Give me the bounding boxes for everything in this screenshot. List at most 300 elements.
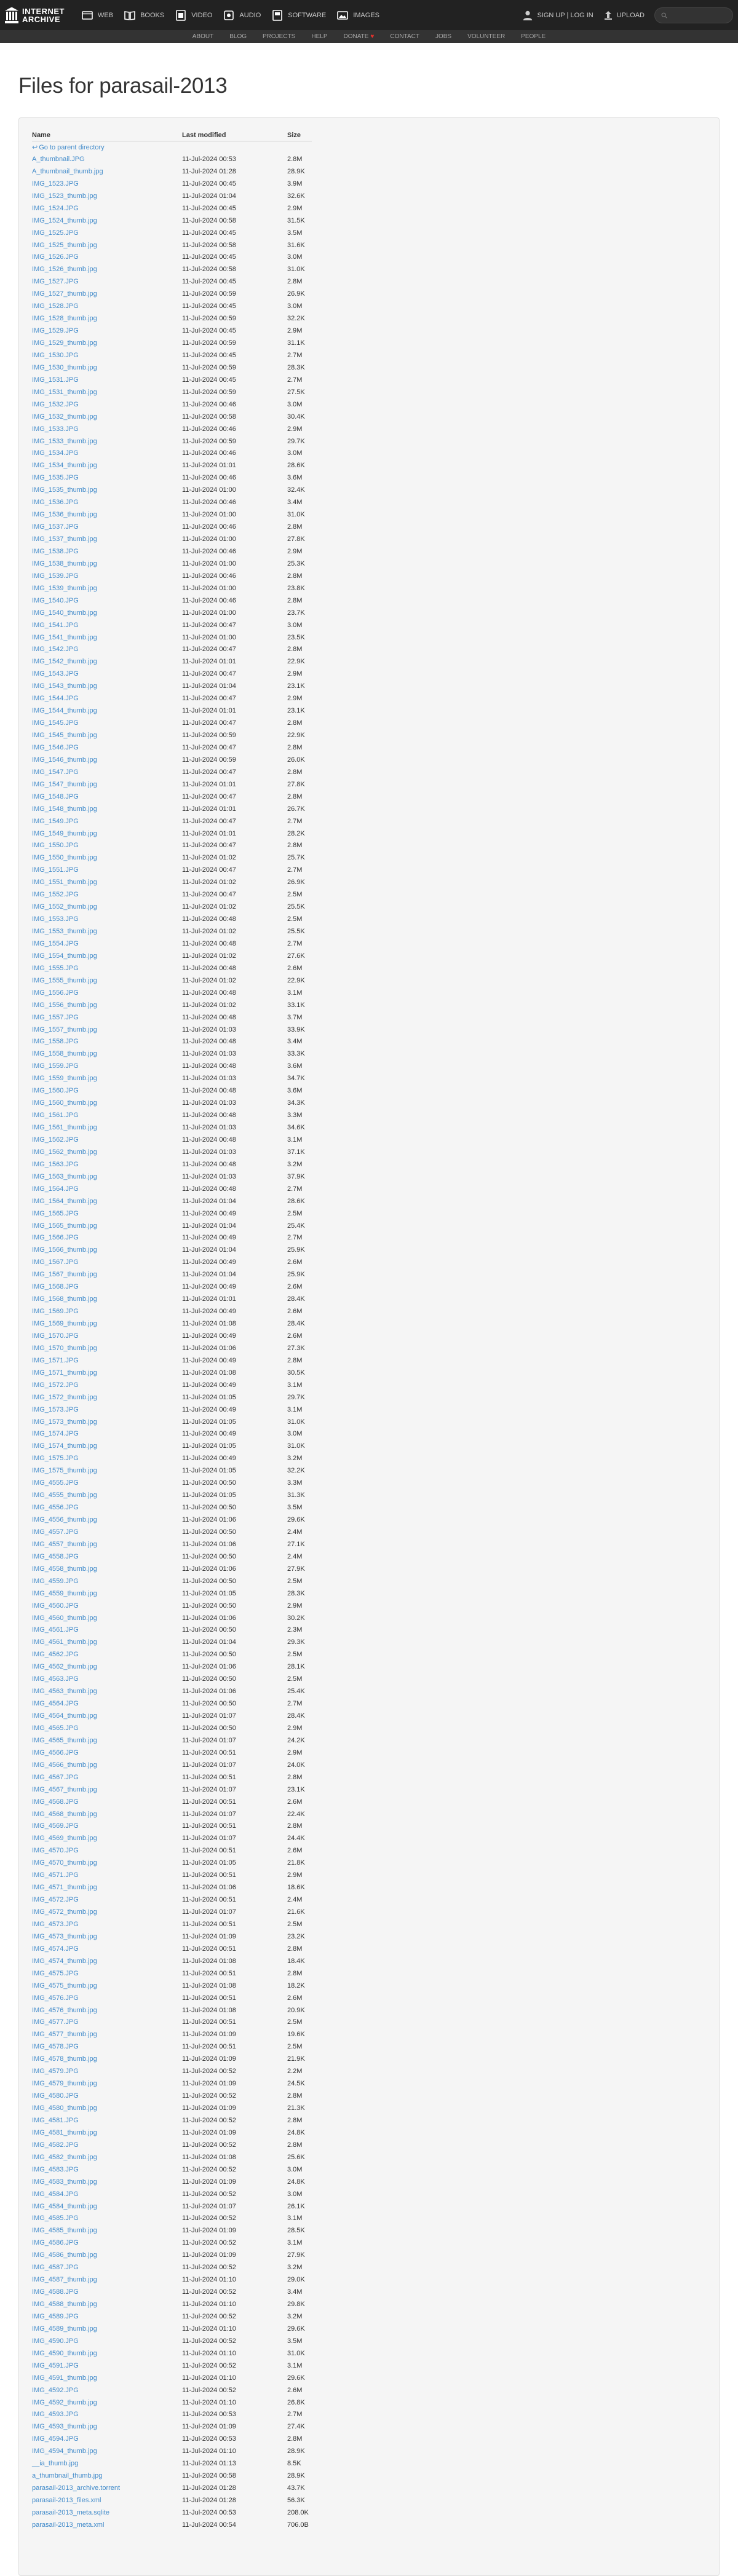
- table-row: [32, 1367, 312, 1379]
- software-icon: [271, 9, 284, 22]
- file-last-modified: 11-Jul-2024 01:05: [182, 1418, 236, 1426]
- file-name-link[interactable]: IMG_4580.JPG: [32, 2092, 79, 2100]
- file-name-link[interactable]: IMG_4590_thumb.jpg: [32, 2349, 97, 2357]
- file-name-link[interactable]: IMG_1568_thumb.jpg: [32, 1295, 97, 1303]
- file-name-link[interactable]: IMG_1575_thumb.jpg: [32, 1467, 97, 1475]
- file-name-link[interactable]: IMG_4566_thumb.jpg: [32, 1761, 97, 1769]
- file-name-link[interactable]: IMG_4556_thumb.jpg: [32, 1516, 97, 1524]
- file-name-link[interactable]: IMG_4561.JPG: [32, 1626, 79, 1634]
- nav-web[interactable]: [81, 9, 113, 22]
- file-name-link[interactable]: IMG_1532_thumb.jpg: [32, 413, 97, 421]
- file-name-link[interactable]: IMG_4563_thumb.jpg: [32, 1688, 97, 1696]
- table-row: [32, 1244, 312, 1256]
- file-name-link[interactable]: IMG_4569_thumb.jpg: [32, 1835, 97, 1843]
- file-name-link[interactable]: IMG_4584.JPG: [32, 2190, 79, 2198]
- file-name-link[interactable]: IMG_1556.JPG: [32, 989, 79, 997]
- file-name-link[interactable]: IMG_4574_thumb.jpg: [32, 1957, 97, 1965]
- file-size: 2.4M: [287, 1552, 303, 1560]
- file-name-link[interactable]: IMG_4576.JPG: [32, 1994, 79, 2002]
- file-name-link[interactable]: IMG_1526_thumb.jpg: [32, 266, 97, 274]
- file-name-link[interactable]: IMG_1535.JPG: [32, 474, 79, 482]
- file-name-link[interactable]: IMG_1564.JPG: [32, 1185, 79, 1193]
- table-row: [32, 828, 312, 840]
- file-last-modified: 11-Jul-2024 01:09: [182, 2251, 236, 2259]
- file-last-modified: 11-Jul-2024 01:04: [182, 1197, 236, 1205]
- subnav-contact[interactable]: CONTACT: [390, 33, 419, 40]
- file-last-modified: 11-Jul-2024 01:04: [182, 1638, 236, 1646]
- file-name-link[interactable]: IMG_1547.JPG: [32, 768, 79, 776]
- file-name-link[interactable]: IMG_1559_thumb.jpg: [32, 1075, 97, 1083]
- file-name-link[interactable]: IMG_4591_thumb.jpg: [32, 2374, 97, 2382]
- subnav-people[interactable]: PEOPLE: [521, 33, 546, 40]
- file-name-link[interactable]: IMG_4583.JPG: [32, 2165, 79, 2173]
- file-name-link[interactable]: IMG_4573_thumb.jpg: [32, 1932, 97, 1940]
- table-header-row: [32, 130, 312, 141]
- file-name-link[interactable]: IMG_4580_thumb.jpg: [32, 2104, 97, 2112]
- file-name-link[interactable]: IMG_4573.JPG: [32, 1920, 79, 1928]
- file-name-link[interactable]: IMG_4572_thumb.jpg: [32, 1908, 97, 1916]
- nav-video[interactable]: [174, 9, 212, 22]
- file-name-link[interactable]: IMG_4570.JPG: [32, 1847, 79, 1855]
- file-name-link[interactable]: parasail-2013_meta.sqlite: [32, 2508, 109, 2516]
- file-name-link[interactable]: IMG_1562_thumb.jpg: [32, 1148, 97, 1156]
- file-last-modified: 11-Jul-2024 01:13: [182, 2460, 236, 2468]
- file-name-link[interactable]: IMG_1558_thumb.jpg: [32, 1050, 97, 1058]
- file-last-modified: 11-Jul-2024 01:00: [182, 511, 236, 519]
- file-size: 3.0M: [287, 621, 303, 629]
- upload-button[interactable]: [603, 10, 645, 20]
- subnav-projects[interactable]: PROJECTS: [263, 33, 296, 40]
- file-name-link[interactable]: IMG_1572_thumb.jpg: [32, 1393, 97, 1401]
- file-name-link[interactable]: IMG_1531.JPG: [32, 376, 79, 384]
- table-row: [32, 1808, 312, 1820]
- file-name-link[interactable]: IMG_1563_thumb.jpg: [32, 1172, 97, 1180]
- file-last-modified: 11-Jul-2024 01:10: [182, 2301, 236, 2309]
- file-name-link[interactable]: IMG_4594.JPG: [32, 2435, 79, 2443]
- file-name-link[interactable]: IMG_1568.JPG: [32, 1283, 79, 1291]
- file-name-link[interactable]: IMG_1549.JPG: [32, 817, 79, 825]
- nav-images[interactable]: [336, 9, 379, 22]
- file-name-link[interactable]: IMG_4589_thumb.jpg: [32, 2325, 97, 2333]
- file-name-link[interactable]: IMG_4574.JPG: [32, 1945, 79, 1953]
- file-name-link[interactable]: IMG_1532.JPG: [32, 400, 79, 408]
- file-name-link[interactable]: IMG_1545_thumb.jpg: [32, 732, 97, 740]
- file-name-link[interactable]: IMG_1533.JPG: [32, 425, 79, 433]
- file-name-link[interactable]: IMG_4555.JPG: [32, 1479, 79, 1487]
- file-name-link[interactable]: IMG_1562.JPG: [32, 1136, 79, 1144]
- file-name-link[interactable]: IMG_1566_thumb.jpg: [32, 1246, 97, 1254]
- file-name-link[interactable]: IMG_1538_thumb.jpg: [32, 559, 97, 567]
- file-size: 2.8M: [287, 1945, 303, 1953]
- file-last-modified: 11-Jul-2024 00:49: [182, 1405, 236, 1413]
- file-name-link[interactable]: IMG_1538.JPG: [32, 547, 79, 555]
- table-row: [32, 1844, 312, 1857]
- file-last-modified: 11-Jul-2024 00:59: [182, 290, 236, 298]
- file-name-link[interactable]: IMG_4572.JPG: [32, 1896, 79, 1904]
- file-name-link[interactable]: IMG_4594_thumb.jpg: [32, 2448, 97, 2455]
- table-row: [32, 717, 312, 729]
- table-row: [32, 398, 312, 411]
- file-last-modified: 11-Jul-2024 01:28: [182, 167, 236, 175]
- file-name-link[interactable]: IMG_4562_thumb.jpg: [32, 1663, 97, 1671]
- file-name-link[interactable]: IMG_4571.JPG: [32, 1871, 79, 1879]
- file-name-link[interactable]: IMG_4589.JPG: [32, 2312, 79, 2320]
- file-name-link[interactable]: IMG_1552.JPG: [32, 891, 79, 899]
- table-row: [32, 2298, 312, 2310]
- file-name-link[interactable]: IMG_1534.JPG: [32, 449, 79, 457]
- file-name-link[interactable]: IMG_1563.JPG: [32, 1160, 79, 1168]
- file-name-link[interactable]: IMG_4559_thumb.jpg: [32, 1589, 97, 1597]
- file-name-link[interactable]: IMG_1525.JPG: [32, 229, 79, 237]
- file-name-link[interactable]: IMG_4558.JPG: [32, 1552, 79, 1560]
- file-name-link[interactable]: IMG_4569.JPG: [32, 1822, 79, 1830]
- file-last-modified: 11-Jul-2024 00:48: [182, 1185, 236, 1193]
- file-name-link[interactable]: IMG_4564.JPG: [32, 1700, 79, 1708]
- file-name-link[interactable]: IMG_1527_thumb.jpg: [32, 290, 97, 298]
- file-name-link[interactable]: IMG_1550_thumb.jpg: [32, 854, 97, 862]
- file-name-link[interactable]: IMG_1547_thumb.jpg: [32, 780, 97, 788]
- file-name-link[interactable]: IMG_1541_thumb.jpg: [32, 633, 97, 641]
- table-row: [32, 349, 312, 362]
- file-name-link[interactable]: IMG_1573_thumb.jpg: [32, 1418, 97, 1426]
- file-last-modified: 11-Jul-2024 00:49: [182, 1381, 236, 1389]
- file-name-link[interactable]: IMG_1564_thumb.jpg: [32, 1197, 97, 1205]
- subnav-blog[interactable]: BLOG: [229, 33, 247, 40]
- file-name-link[interactable]: IMG_4582_thumb.jpg: [32, 2153, 97, 2161]
- file-size: 3.3M: [287, 1479, 303, 1487]
- file-name-link[interactable]: IMG_1539_thumb.jpg: [32, 584, 97, 592]
- file-name-link[interactable]: IMG_1566.JPG: [32, 1234, 79, 1242]
- file-last-modified: 11-Jul-2024 01:06: [182, 1565, 236, 1573]
- file-name-link[interactable]: IMG_4579_thumb.jpg: [32, 2080, 97, 2088]
- table-row: [32, 1342, 312, 1354]
- file-size: 2.8M: [287, 155, 303, 163]
- file-name-link[interactable]: IMG_4578_thumb.jpg: [32, 2055, 97, 2063]
- file-name-link[interactable]: IMG_1554.JPG: [32, 939, 79, 947]
- file-name-link[interactable]: IMG_1551.JPG: [32, 866, 79, 874]
- file-name-link[interactable]: parasail-2013_archive.torrent: [32, 2484, 121, 2492]
- file-name-link[interactable]: IMG_1554_thumb.jpg: [32, 952, 97, 960]
- file-name-link[interactable]: IMG_1525_thumb.jpg: [32, 241, 97, 249]
- file-name-link[interactable]: IMG_1546_thumb.jpg: [32, 756, 97, 764]
- table-row: [32, 1109, 312, 1121]
- file-name-link[interactable]: IMG_1529.JPG: [32, 327, 79, 335]
- file-size: 2.5M: [287, 1920, 303, 1928]
- file-name-link[interactable]: IMG_1550.JPG: [32, 842, 79, 850]
- file-name-link[interactable]: IMG_4582.JPG: [32, 2141, 79, 2149]
- search-input[interactable]: [654, 7, 733, 23]
- file-name-link[interactable]: IMG_1571.JPG: [32, 1356, 79, 1364]
- file-name-link[interactable]: IMG_4592.JPG: [32, 2386, 79, 2394]
- file-name-link[interactable]: IMG_4590.JPG: [32, 2337, 79, 2345]
- file-name-link[interactable]: IMG_4593_thumb.jpg: [32, 2423, 97, 2431]
- file-name-link[interactable]: IMG_1535_thumb.jpg: [32, 486, 97, 494]
- file-size: 31.0K: [287, 1418, 305, 1426]
- file-name-link[interactable]: IMG_4558_thumb.jpg: [32, 1565, 97, 1573]
- file-name-link[interactable]: IMG_4555_thumb.jpg: [32, 1491, 97, 1499]
- file-name-link[interactable]: IMG_1524_thumb.jpg: [32, 216, 97, 224]
- file-name-link[interactable]: IMG_4593.JPG: [32, 2411, 79, 2419]
- table-row: [32, 1036, 312, 1048]
- file-name-link[interactable]: IMG_1536.JPG: [32, 499, 79, 507]
- file-last-modified: 11-Jul-2024 00:47: [182, 842, 236, 850]
- top-navigation-bar: [0, 0, 738, 30]
- subnav-volunteer[interactable]: VOLUNTEER: [467, 33, 506, 40]
- file-name-link[interactable]: IMG_1569.JPG: [32, 1308, 79, 1316]
- file-name-link[interactable]: IMG_4557_thumb.jpg: [32, 1540, 97, 1548]
- file-name-link[interactable]: IMG_4571_thumb.jpg: [32, 1884, 97, 1892]
- table-row: [32, 1697, 312, 1710]
- file-name-link[interactable]: IMG_1572.JPG: [32, 1381, 79, 1389]
- table-row: [32, 803, 312, 815]
- signup-login-link[interactable]: SIGN UP | LOG IN: [537, 11, 593, 19]
- file-name-link[interactable]: IMG_1546.JPG: [32, 743, 79, 751]
- file-name-link[interactable]: IMG_1548_thumb.jpg: [32, 805, 97, 813]
- file-name-link[interactable]: IMG_1559.JPG: [32, 1062, 79, 1070]
- file-last-modified: 11-Jul-2024 00:51: [182, 1847, 236, 1855]
- table-row: [32, 362, 312, 374]
- file-size: 2.5M: [287, 1209, 303, 1217]
- subnav-about[interactable]: ABOUT: [192, 33, 214, 40]
- file-name-link[interactable]: IMG_1528_thumb.jpg: [32, 315, 97, 323]
- file-last-modified: 11-Jul-2024 00:46: [182, 449, 236, 457]
- file-name-link[interactable]: IMG_4577_thumb.jpg: [32, 2031, 97, 2039]
- file-name-link[interactable]: IMG_4585.JPG: [32, 2214, 79, 2222]
- table-row: [32, 1869, 312, 1881]
- file-name-link[interactable]: IMG_1569_thumb.jpg: [32, 1320, 97, 1328]
- file-name-link[interactable]: IMG_4588.JPG: [32, 2288, 79, 2296]
- file-name-link[interactable]: IMG_4568_thumb.jpg: [32, 1810, 97, 1818]
- file-size: 2.5M: [287, 2018, 303, 2026]
- file-name-link[interactable]: IMG_4591.JPG: [32, 2361, 79, 2369]
- file-name-link[interactable]: IMG_1529_thumb.jpg: [32, 339, 97, 347]
- file-name-link[interactable]: IMG_1526.JPG: [32, 253, 79, 261]
- file-name-link[interactable]: IMG_1551_thumb.jpg: [32, 879, 97, 887]
- file-name-link[interactable]: IMG_1565.JPG: [32, 1209, 79, 1217]
- table-row: [32, 300, 312, 312]
- file-last-modified: 11-Jul-2024 00:48: [182, 1062, 236, 1070]
- file-name-link[interactable]: IMG_1561.JPG: [32, 1112, 79, 1120]
- file-name-link[interactable]: IMG_1540.JPG: [32, 596, 79, 604]
- table-row: [32, 2507, 312, 2519]
- file-name-link[interactable]: __ia_thumb.jpg: [32, 2460, 79, 2468]
- file-name-link[interactable]: IMG_4577.JPG: [32, 2018, 79, 2026]
- file-last-modified: 11-Jul-2024 00:52: [182, 2116, 236, 2124]
- file-name-link[interactable]: IMG_1544.JPG: [32, 695, 79, 703]
- file-last-modified: 11-Jul-2024 01:10: [182, 2398, 236, 2406]
- file-size: 21.6K: [287, 1908, 305, 1916]
- file-name-link[interactable]: IMG_1570_thumb.jpg: [32, 1344, 97, 1352]
- internet-archive-logo[interactable]: [5, 7, 65, 23]
- file-name-link[interactable]: IMG_4583_thumb.jpg: [32, 2178, 97, 2186]
- nav-software[interactable]: [271, 9, 326, 22]
- file-name-link[interactable]: IMG_1567.JPG: [32, 1258, 79, 1266]
- file-size: 29.8K: [287, 2301, 305, 2309]
- return-arrow-icon: ↩: [32, 143, 38, 151]
- nav-audio[interactable]: [222, 9, 261, 22]
- file-size: 31.5K: [287, 216, 305, 224]
- file-name-link[interactable]: IMG_1539.JPG: [32, 572, 79, 580]
- file-name-link[interactable]: IMG_4587.JPG: [32, 2264, 79, 2272]
- file-name-link[interactable]: IMG_1565_thumb.jpg: [32, 1222, 97, 1230]
- file-last-modified: 11-Jul-2024 01:03: [182, 1025, 236, 1033]
- file-last-modified: 11-Jul-2024 00:47: [182, 891, 236, 899]
- file-name-link[interactable]: IMG_4585_thumb.jpg: [32, 2227, 97, 2235]
- file-name-link[interactable]: IMG_4581_thumb.jpg: [32, 2128, 97, 2136]
- file-name-link[interactable]: IMG_1543.JPG: [32, 670, 79, 678]
- file-name-link[interactable]: IMG_4579.JPG: [32, 2068, 79, 2076]
- file-name-link[interactable]: IMG_1530.JPG: [32, 351, 79, 359]
- parent-directory-row: [32, 141, 312, 153]
- file-name-link[interactable]: IMG_4557.JPG: [32, 1528, 79, 1536]
- file-name-link[interactable]: IMG_1543_thumb.jpg: [32, 682, 97, 690]
- file-name-link[interactable]: IMG_1524.JPG: [32, 204, 79, 212]
- file-name-link[interactable]: IMG_4563.JPG: [32, 1675, 79, 1683]
- file-name-link[interactable]: IMG_1545.JPG: [32, 719, 79, 727]
- subnav-help[interactable]: HELP: [311, 33, 328, 40]
- file-name-link[interactable]: IMG_1534_thumb.jpg: [32, 462, 97, 470]
- file-name-link[interactable]: parasail-2013_meta.xml: [32, 2521, 105, 2529]
- file-name-link[interactable]: IMG_1567_thumb.jpg: [32, 1271, 97, 1279]
- file-name-link[interactable]: IMG_4560_thumb.jpg: [32, 1614, 97, 1622]
- file-name-link[interactable]: IMG_1555.JPG: [32, 964, 79, 972]
- subnav-jobs[interactable]: JOBS: [435, 33, 452, 40]
- file-size: 26.9K: [287, 879, 305, 887]
- file-name-link[interactable]: IMG_1536_thumb.jpg: [32, 511, 97, 519]
- file-name-link[interactable]: IMG_4556.JPG: [32, 1504, 79, 1512]
- file-last-modified: 11-Jul-2024 00:46: [182, 499, 236, 507]
- file-name-link[interactable]: IMG_4575.JPG: [32, 1969, 79, 1977]
- table-row: [32, 2274, 312, 2286]
- file-name-link[interactable]: IMG_1531_thumb.jpg: [32, 388, 97, 396]
- file-name-link[interactable]: IMG_4576_thumb.jpg: [32, 2006, 97, 2014]
- file-name-link[interactable]: IMG_4586_thumb.jpg: [32, 2251, 97, 2259]
- file-name-link[interactable]: IMG_4570_thumb.jpg: [32, 1859, 97, 1867]
- file-name-link[interactable]: IMG_4584_thumb.jpg: [32, 2202, 97, 2210]
- file-name-link[interactable]: a_thumbnail_thumb.jpg: [32, 2472, 103, 2480]
- file-name-link[interactable]: IMG_4587_thumb.jpg: [32, 2276, 97, 2284]
- file-name-link[interactable]: IMG_1548.JPG: [32, 792, 79, 800]
- file-size: 2.6M: [287, 1258, 303, 1266]
- subnav-donate[interactable]: [335, 33, 382, 40]
- table-row: [32, 251, 312, 264]
- table-row: [32, 729, 312, 741]
- file-name-link[interactable]: IMG_1542_thumb.jpg: [32, 658, 97, 666]
- file-name-link[interactable]: IMG_1561_thumb.jpg: [32, 1124, 97, 1132]
- file-name-link[interactable]: IMG_1528.JPG: [32, 302, 79, 310]
- file-size: 3.2M: [287, 2264, 303, 2272]
- file-name-link[interactable]: IMG_4586.JPG: [32, 2239, 79, 2247]
- search-icon: [661, 12, 667, 18]
- file-name-link[interactable]: IMG_1537.JPG: [32, 523, 79, 531]
- file-name-link[interactable]: IMG_1571_thumb.jpg: [32, 1369, 97, 1377]
- file-name-link[interactable]: IMG_1549_thumb.jpg: [32, 829, 97, 837]
- file-name-link[interactable]: IMG_1558.JPG: [32, 1038, 79, 1046]
- file-last-modified: 11-Jul-2024 01:01: [182, 805, 236, 813]
- file-name-link[interactable]: IMG_1537_thumb.jpg: [32, 535, 97, 543]
- table-row: [32, 374, 312, 386]
- file-name-link[interactable]: IMG_4559.JPG: [32, 1577, 79, 1585]
- file-name-link[interactable]: IMG_4592_thumb.jpg: [32, 2398, 97, 2406]
- file-size: 26.0K: [287, 756, 305, 764]
- file-last-modified: 11-Jul-2024 01:09: [182, 2227, 236, 2235]
- file-name-link[interactable]: IMG_4561_thumb.jpg: [32, 1638, 97, 1646]
- file-name-link[interactable]: IMG_4566.JPG: [32, 1748, 79, 1756]
- file-name-link[interactable]: IMG_1527.JPG: [32, 278, 79, 286]
- file-name-link[interactable]: IMG_4568.JPG: [32, 1798, 79, 1806]
- file-name-link[interactable]: IMG_4565.JPG: [32, 1724, 79, 1732]
- file-name-link[interactable]: parasail-2013_files.xml: [32, 2497, 101, 2505]
- file-name-link[interactable]: IMG_1542.JPG: [32, 646, 79, 654]
- file-name-link[interactable]: IMG_4567.JPG: [32, 1773, 79, 1781]
- file-name-link[interactable]: IMG_4581.JPG: [32, 2116, 79, 2124]
- file-name-link[interactable]: IMG_4588_thumb.jpg: [32, 2301, 97, 2309]
- file-last-modified: 11-Jul-2024 01:07: [182, 1761, 236, 1769]
- file-name-link[interactable]: IMG_4578.JPG: [32, 2043, 79, 2051]
- file-last-modified: 11-Jul-2024 01:02: [182, 952, 236, 960]
- file-name-link[interactable]: IMG_4564_thumb.jpg: [32, 1712, 97, 1720]
- file-name-link[interactable]: IMG_1533_thumb.jpg: [32, 437, 97, 445]
- table-row: [32, 1955, 312, 1967]
- file-name-link[interactable]: IMG_1574_thumb.jpg: [32, 1442, 97, 1450]
- file-name-link[interactable]: IMG_1573.JPG: [32, 1405, 79, 1413]
- file-size: 2.6M: [287, 1847, 303, 1855]
- account-area[interactable]: [522, 10, 593, 21]
- file-size: 23.5K: [287, 633, 305, 641]
- parent-directory-label: Go to parent directory: [39, 143, 105, 151]
- table-row: [32, 202, 312, 215]
- file-name-link[interactable]: IMG_4562.JPG: [32, 1651, 79, 1659]
- file-name-link[interactable]: IMG_1540_thumb.jpg: [32, 609, 97, 617]
- parent-directory-link[interactable]: [32, 144, 105, 151]
- file-name-link[interactable]: IMG_1575.JPG: [32, 1455, 79, 1463]
- file-name-link[interactable]: IMG_1552_thumb.jpg: [32, 903, 97, 911]
- table-row: [32, 1771, 312, 1784]
- file-name-link[interactable]: A_thumbnail.JPG: [32, 155, 85, 163]
- file-name-link[interactable]: IMG_1556_thumb.jpg: [32, 1001, 97, 1009]
- table-row: [32, 1918, 312, 1930]
- file-name-link[interactable]: IMG_1541.JPG: [32, 621, 79, 629]
- file-name-link[interactable]: IMG_4560.JPG: [32, 1602, 79, 1610]
- file-name-link[interactable]: IMG_1523.JPG: [32, 180, 79, 188]
- file-name-link[interactable]: IMG_1560.JPG: [32, 1087, 79, 1095]
- file-name-link[interactable]: IMG_1560_thumb.jpg: [32, 1099, 97, 1107]
- file-size: 22.9K: [287, 976, 305, 984]
- file-name-link[interactable]: IMG_1555_thumb.jpg: [32, 976, 97, 984]
- file-size: 2.9M: [287, 425, 303, 433]
- file-name-link[interactable]: IMG_1557.JPG: [32, 1013, 79, 1021]
- file-name-link[interactable]: IMG_1553.JPG: [32, 915, 79, 923]
- file-name-link[interactable]: IMG_4575_thumb.jpg: [32, 1981, 97, 1989]
- file-name-link[interactable]: IMG_1570.JPG: [32, 1332, 79, 1340]
- file-name-link[interactable]: IMG_4567_thumb.jpg: [32, 1785, 97, 1793]
- file-name-link[interactable]: IMG_1557_thumb.jpg: [32, 1025, 97, 1033]
- file-name-link[interactable]: IMG_1553_thumb.jpg: [32, 928, 97, 936]
- file-name-link[interactable]: IMG_1530_thumb.jpg: [32, 363, 97, 371]
- file-name-link[interactable]: IMG_1574.JPG: [32, 1430, 79, 1438]
- file-name-link[interactable]: IMG_4565_thumb.jpg: [32, 1736, 97, 1744]
- file-name-link[interactable]: A_thumbnail_thumb.jpg: [32, 167, 103, 175]
- table-row: [32, 1097, 312, 1109]
- file-last-modified: 11-Jul-2024 01:02: [182, 1001, 236, 1009]
- file-name-link[interactable]: IMG_1544_thumb.jpg: [32, 707, 97, 715]
- file-name-link[interactable]: IMG_1523_thumb.jpg: [32, 192, 97, 200]
- table-row: [32, 1060, 312, 1072]
- file-last-modified: 11-Jul-2024 01:07: [182, 1736, 236, 1744]
- nav-books[interactable]: [123, 9, 164, 22]
- file-size: 23.1K: [287, 682, 305, 690]
- file-size: 29.3K: [287, 1638, 305, 1646]
